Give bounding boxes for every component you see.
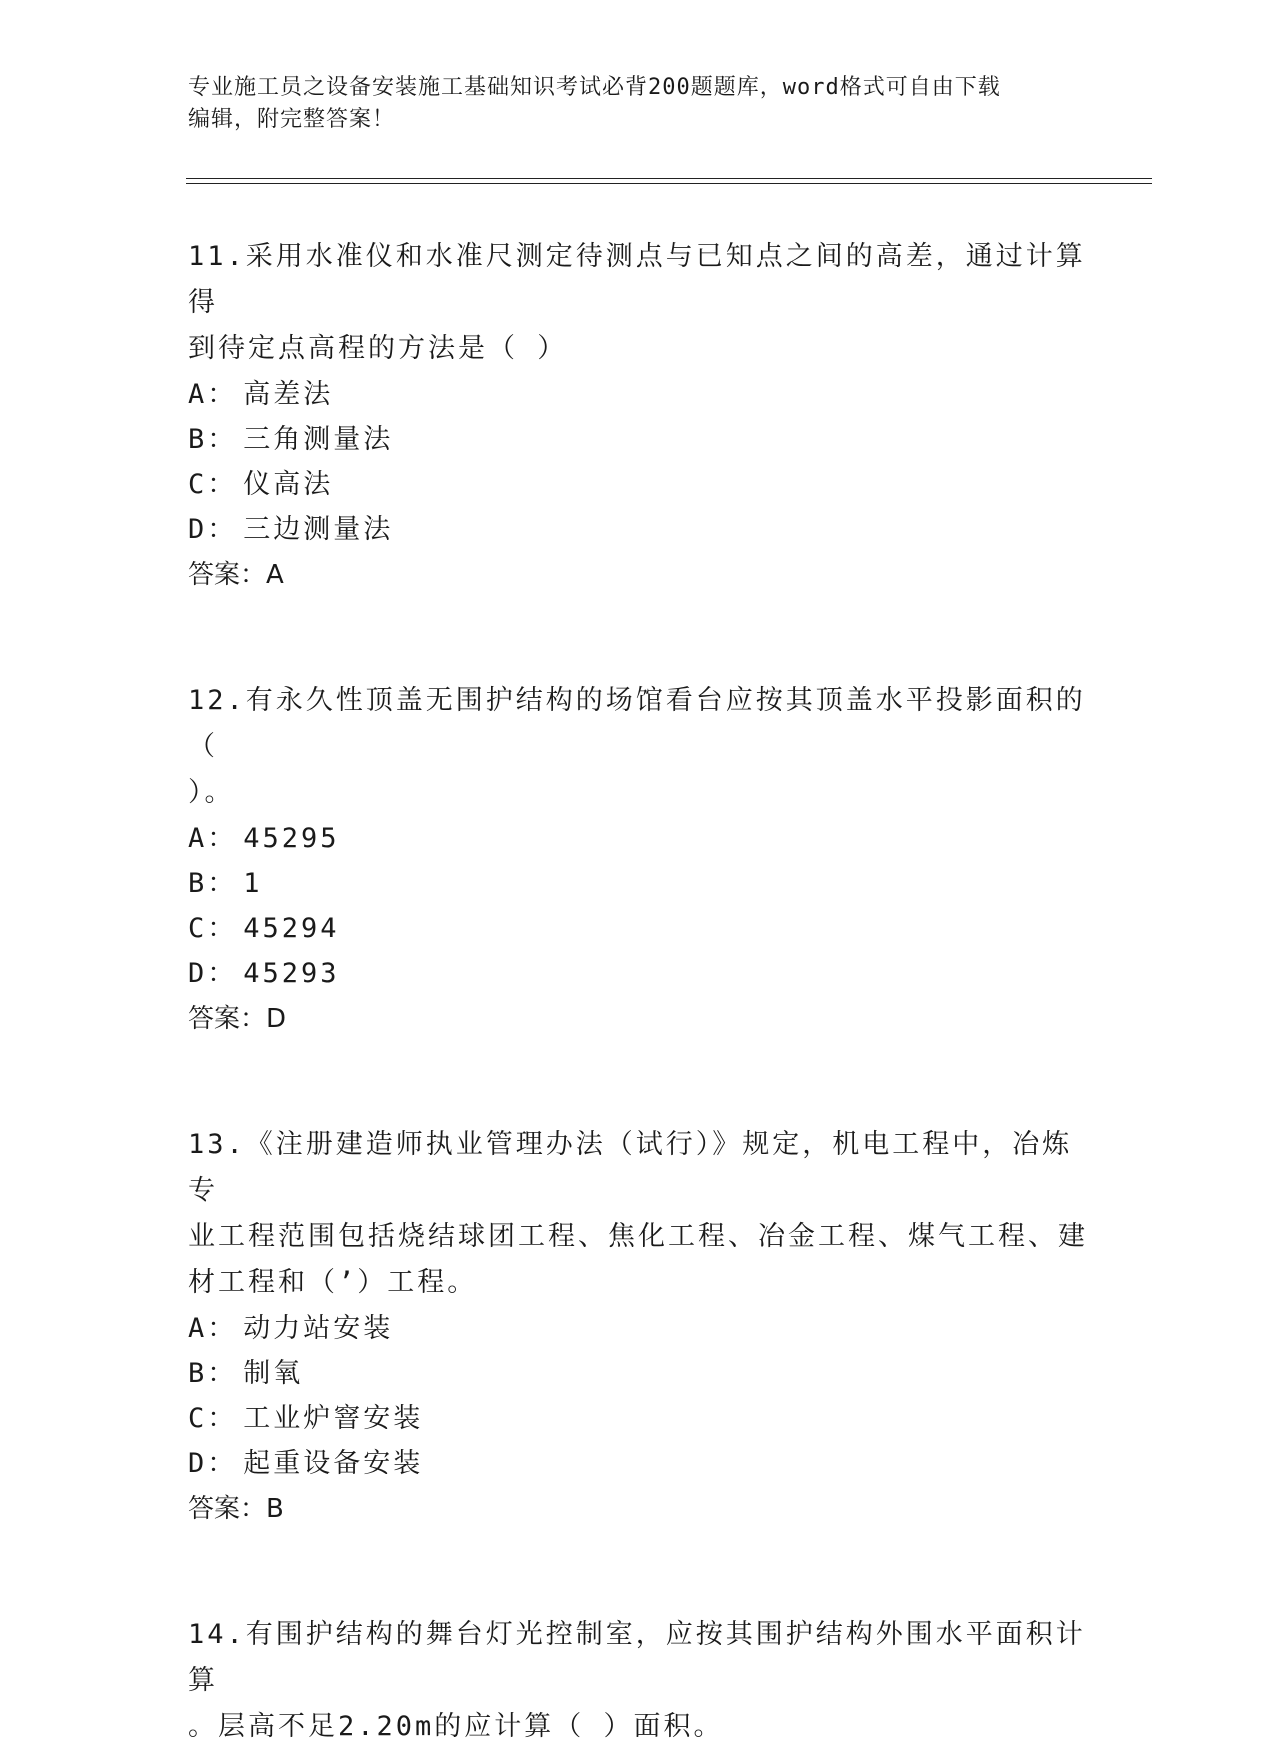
option-key: D： [188,514,238,545]
question-text: 13.《注册建造师执业管理办法（试行）》规定，机电工程中，冶炼专 [188,1129,1073,1206]
option-text: 起重设备安装 [243,1448,424,1479]
header-title-line-1: 专业施工员之设备安装施工基础知识考试必背200题题库，word格式可自由下载 [188,75,1001,100]
option-text: 高差法 [243,379,334,410]
question-12 [188,678,1088,1042]
document-header [188,72,1088,136]
answer-label: 答案：D [188,1004,287,1034]
option-d [188,1441,1088,1486]
option-c [188,1396,1088,1441]
option-key: B： [188,868,238,899]
question-text: 14.有围护结构的舞台灯光控制室，应按其围护结构外围水平面积计算 [188,1619,1086,1696]
header-title-line-2: 编辑，附完整答案！ [188,107,396,132]
option-key: A： [188,1313,238,1344]
option-text: 制氧 [243,1358,304,1389]
question-text: 到待定点高程的方法是（ ） [188,333,568,364]
option-b [188,1351,1088,1396]
option-text: 工业炉窨安装 [243,1403,424,1434]
question-text: 11.采用水准仪和水准尺测定待测点与已知点之间的高差，通过计算得 [188,241,1086,318]
option-text: 动力站安装 [243,1313,394,1344]
option-a [188,1306,1088,1351]
option-key: C： [188,1403,238,1434]
option-key: C： [188,469,238,500]
question-text: 业工程范围包括烧结球团工程、焦化工程、冶金工程、煤气工程、建 [188,1221,1088,1252]
question-13 [188,1122,1088,1532]
option-text: 45293 [243,958,340,989]
option-key: D： [188,958,238,989]
option-b [188,861,1088,906]
header-divider-bottom [186,183,1152,184]
option-text: 三边测量法 [243,514,394,545]
option-c [188,462,1088,507]
option-text: 45295 [243,823,340,854]
option-key: A： [188,379,238,410]
option-d [188,507,1088,552]
option-key: B： [188,424,238,455]
question-11 [188,234,1088,598]
option-key: D： [188,1448,238,1479]
option-c [188,906,1088,951]
option-text: 45294 [243,913,340,944]
option-text: 仪高法 [243,469,334,500]
question-text: 材工程和（’）工程。 [188,1267,478,1298]
question-text: ）。 [188,777,235,808]
option-key: B： [188,1358,238,1389]
option-text: 三角测量法 [243,424,394,455]
option-a [188,816,1088,861]
answer-label: 答案：A [188,560,284,590]
answer-label: 答案：B [188,1494,284,1524]
option-a [188,372,1088,417]
question-text: 。层高不足2.20m的应计算（ ）面积。 [188,1711,724,1742]
option-b [188,417,1088,462]
question-list [188,234,1088,1750]
question-14 [188,1612,1088,1750]
option-key: C： [188,913,238,944]
option-d [188,951,1088,996]
option-text: 1 [243,868,263,899]
header-divider-top [186,178,1152,179]
option-key: A： [188,823,238,854]
question-text: 12.有永久性顶盖无围护结构的场馆看台应按其顶盖水平投影面积的（ [188,685,1086,762]
